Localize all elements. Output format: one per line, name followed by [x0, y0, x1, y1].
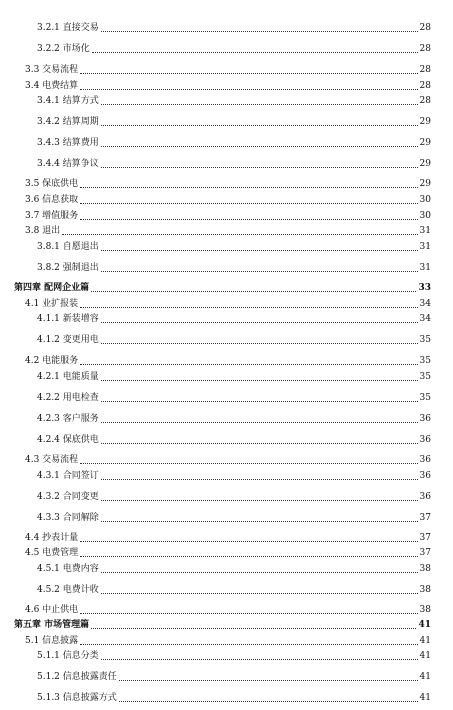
dot-leader	[101, 593, 418, 594]
toc-entry-page: 36	[419, 435, 431, 445]
dot-leader	[80, 556, 417, 557]
toc-entry-page: 37	[419, 533, 431, 543]
toc-entry-title: 3.4.4 结算争议	[37, 159, 99, 169]
toc-entry[interactable]	[25, 528, 431, 544]
dot-leader	[101, 146, 418, 147]
toc-entry-page: 28	[419, 96, 431, 106]
dot-leader	[101, 167, 418, 168]
dot-leader	[80, 364, 417, 365]
dot-leader	[101, 659, 418, 660]
toc-entry-title: 3.4.3 结算费用	[37, 138, 99, 148]
dot-leader	[80, 463, 417, 464]
toc-entry[interactable]	[37, 91, 431, 107]
toc-entry-title: 4.2.4 保底供电	[37, 435, 99, 445]
toc-entry-title: 3.6 信息获取	[25, 195, 79, 205]
toc-entry-title: 3.4.1 结算方式	[37, 96, 99, 106]
dot-leader	[101, 343, 418, 344]
dot-leader	[92, 52, 418, 53]
toc-entry-page: 41	[419, 693, 431, 703]
toc-entry-title: 4.6 中止供电	[25, 605, 79, 615]
dot-leader	[80, 219, 417, 220]
dot-leader	[101, 401, 418, 402]
toc-entry-title: 5.1.1 信息分类	[37, 651, 99, 661]
toc-entry-title: 4.3.2 合同变更	[37, 492, 99, 502]
toc-entry[interactable]	[25, 600, 431, 616]
toc-entry-title: 5.1.3 信息披露方式	[37, 693, 117, 703]
dot-leader	[80, 644, 417, 645]
toc-entry-title: 3.8 退出	[25, 226, 61, 236]
dot-leader	[101, 380, 418, 381]
toc-entry[interactable]	[37, 466, 431, 482]
toc-entry-page: 28	[419, 44, 431, 54]
toc-entry-title: 4.5.2 电费计收	[37, 585, 99, 595]
toc-entry[interactable]	[25, 60, 431, 76]
toc-entry[interactable]	[37, 330, 431, 346]
toc-entry-page: 34	[419, 299, 431, 309]
toc-entry-page: 35	[419, 356, 431, 366]
toc-entry-page: 33	[418, 283, 431, 293]
toc-entry[interactable]	[37, 559, 431, 575]
toc-entry[interactable]	[37, 258, 431, 274]
toc-entry-page: 38	[419, 585, 431, 595]
dot-leader	[80, 187, 417, 188]
toc-entry-title: 第四章 配网企业篇	[14, 283, 90, 293]
dot-leader	[101, 271, 418, 272]
toc-entry-title: 3.7 增值服务	[25, 211, 79, 221]
toc-entry-title: 4.1.2 变更用电	[37, 335, 99, 345]
toc-entry[interactable]	[37, 18, 431, 34]
toc-entry-title: 4.5.1 电费内容	[37, 564, 99, 574]
toc-entry-page: 41	[419, 651, 431, 661]
toc-entry[interactable]	[25, 190, 431, 206]
toc-entry-page: 29	[419, 159, 431, 169]
toc-entry[interactable]	[37, 487, 431, 503]
toc-entry-page: 35	[419, 372, 431, 382]
toc-entry-title: 3.2.2 市场化	[37, 44, 90, 54]
dot-leader	[80, 73, 417, 74]
toc-entry-title: 3.5 保底供电	[25, 179, 79, 189]
toc-entry-page: 36	[419, 471, 431, 481]
toc-entry[interactable]	[25, 450, 431, 466]
toc-entry-page: 38	[419, 605, 431, 615]
toc-entry-title: 4.1 业扩报装	[25, 299, 79, 309]
toc-entry[interactable]	[37, 309, 431, 325]
toc-entry-page: 31	[419, 226, 431, 236]
dot-leader	[80, 541, 417, 542]
dot-leader	[101, 500, 418, 501]
dot-leader	[80, 203, 417, 204]
toc-entry-page: 30	[419, 195, 431, 205]
toc-entry[interactable]	[25, 206, 431, 222]
toc-entry-title: 5.1 信息披露	[25, 636, 79, 646]
toc-entry-page: 35	[419, 393, 431, 403]
dot-leader	[101, 31, 418, 32]
toc-entry-title: 4.2.1 电能质量	[37, 372, 99, 382]
toc-entry[interactable]	[14, 615, 431, 631]
toc-entry[interactable]	[37, 667, 431, 683]
toc-entry-title: 4.2.3 客户服务	[37, 414, 99, 424]
toc-entry[interactable]	[37, 133, 431, 149]
toc-entry-title: 4.2.2 用电检查	[37, 393, 99, 403]
toc-entry-page: 29	[419, 138, 431, 148]
toc-entry-page: 31	[419, 263, 431, 273]
toc-entry[interactable]	[25, 543, 431, 559]
toc-entry[interactable]	[25, 294, 431, 310]
toc-entry-page: 38	[419, 564, 431, 574]
toc-entry-page: 28	[419, 23, 431, 33]
dot-leader	[101, 521, 418, 522]
toc-entry[interactable]	[37, 388, 431, 404]
toc-entry[interactable]	[37, 580, 431, 596]
toc-entry[interactable]	[25, 351, 431, 367]
toc-entry-title: 3.8.1 自愿退出	[37, 242, 99, 252]
dot-leader	[101, 250, 418, 251]
toc-entry[interactable]	[25, 174, 431, 190]
toc-entry-title: 3.4.2 结算周期	[37, 117, 99, 127]
toc-entry-page: 41	[419, 672, 431, 682]
toc-entry-page: 41	[418, 620, 431, 630]
toc-entry[interactable]	[37, 237, 431, 253]
toc-entry-page: 41	[419, 636, 431, 646]
toc-entry-page: 28	[419, 81, 431, 91]
dot-leader	[119, 680, 418, 681]
toc-entry[interactable]	[37, 646, 431, 662]
toc-entry[interactable]	[37, 367, 431, 383]
toc-entry-title: 4.5 电费管理	[25, 548, 79, 558]
dot-leader	[91, 628, 416, 629]
toc-entry[interactable]	[37, 154, 431, 170]
dot-leader	[80, 89, 417, 90]
toc-entry-title: 3.8.2 强制退出	[37, 263, 99, 273]
toc-entry-title: 4.2 电能服务	[25, 356, 79, 366]
toc-entry-page: 31	[419, 242, 431, 252]
dot-leader	[101, 443, 418, 444]
toc-entry[interactable]	[37, 430, 431, 446]
toc-entry-page: 29	[419, 117, 431, 127]
toc-entry-title: 3.2.1 直接交易	[37, 23, 99, 33]
toc-entry-page: 35	[419, 335, 431, 345]
toc-entry-page: 36	[419, 492, 431, 502]
toc-entry-title: 4.3 交易流程	[25, 455, 79, 465]
toc-entry-title: 第五章 市场管理篇	[14, 620, 90, 630]
toc-entry[interactable]	[25, 631, 431, 647]
toc-entry-title: 4.3.3 合同解除	[37, 513, 99, 523]
toc-entry-title: 5.1.2 信息披露责任	[37, 672, 117, 682]
toc-entry[interactable]	[14, 278, 431, 294]
toc-entry-page: 37	[419, 548, 431, 558]
toc-entry[interactable]	[25, 221, 431, 237]
toc-entry[interactable]	[25, 76, 431, 92]
toc-entry-title: 4.1.1 新装增容	[37, 314, 99, 324]
dot-leader	[101, 479, 418, 480]
dot-leader	[80, 307, 417, 308]
toc-entry-page: 30	[419, 211, 431, 221]
toc-entry-page: 36	[419, 414, 431, 424]
dot-leader	[80, 613, 417, 614]
dot-leader	[91, 291, 416, 292]
toc-entry-title: 3.4 电费结算	[25, 81, 79, 91]
toc-entry-title: 4.4 抄表计量	[25, 533, 79, 543]
toc-entry-page: 28	[419, 65, 431, 75]
toc-entry-title: 4.3.1 合同签订	[37, 471, 99, 481]
toc-entry-title: 3.3 交易流程	[25, 65, 79, 75]
toc-entry[interactable]	[37, 112, 431, 128]
toc-entry[interactable]	[37, 409, 431, 425]
dot-leader	[101, 322, 418, 323]
dot-leader	[101, 572, 418, 573]
dot-leader	[62, 234, 417, 235]
toc-entry-page: 37	[419, 513, 431, 523]
toc-entry[interactable]	[37, 39, 431, 55]
dot-leader	[101, 422, 418, 423]
dot-leader	[101, 104, 418, 105]
toc-entry[interactable]	[37, 688, 431, 704]
dot-leader	[101, 125, 418, 126]
toc-entry-page: 36	[419, 455, 431, 465]
toc-entry-page: 34	[419, 314, 431, 324]
toc-entry-page: 29	[419, 179, 431, 189]
dot-leader	[119, 701, 418, 702]
toc-entry[interactable]	[37, 508, 431, 524]
